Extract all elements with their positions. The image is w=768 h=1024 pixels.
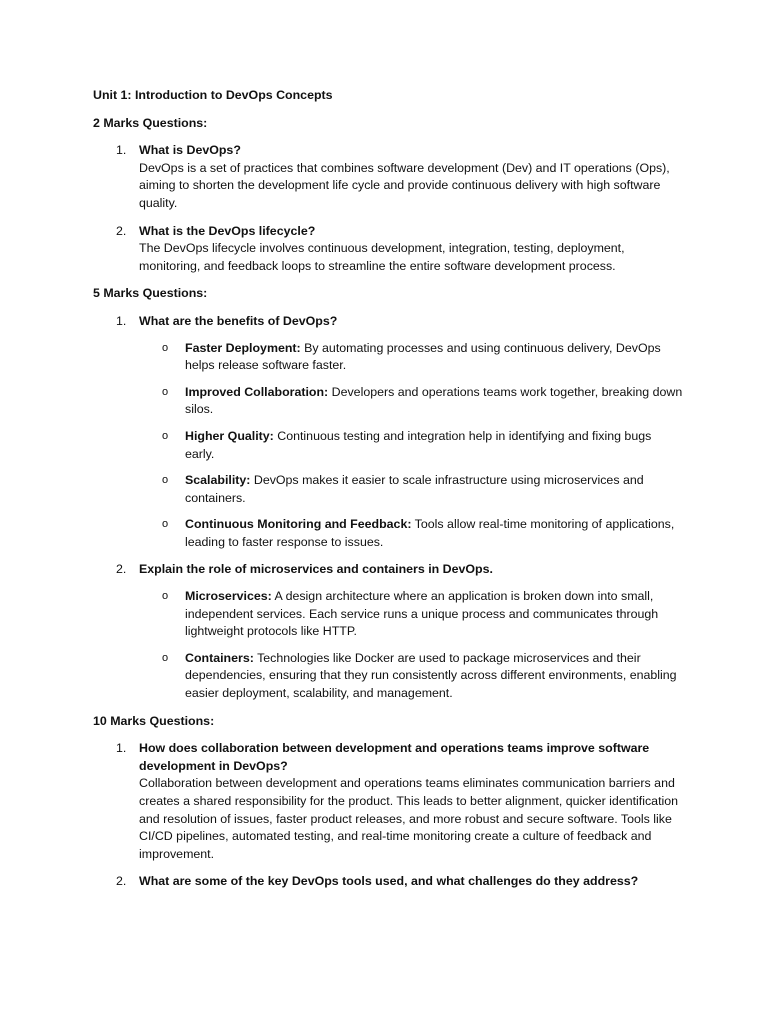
bullet-text: By automating processes and using continuous delivery, DevOps helps release software faster. [185,340,661,373]
bullet-marker: o [162,651,169,664]
bullet-item [139,340,683,375]
answer-text: The DevOps lifecycle involves continuous development, integration, testing, deployment, monitoring, and feedback loops to streamline the entire software development process. [139,241,625,273]
question-text: What are the benefits of DevOps? [139,313,338,328]
bullet-list [139,588,683,703]
bullet-term: Higher Quality: [185,428,274,443]
unit-title: Unit 1: Introduction to DevOps Concepts [93,88,333,102]
question-text: What are some of the key DevOps tools used, and what challenges do they address? [139,874,639,889]
bullet-item [139,472,683,507]
bullet-term: Improved Collaboration: [185,384,329,399]
bullet-list [139,340,683,552]
bullet-text: Technologies like Docker are used to package microservices and their dependencies, ensuring that they run consistently across different environments, enabling easier deployment, scalability, and management. [185,650,677,701]
question-number: 1. [116,741,127,756]
question-number: 2. [116,223,127,238]
bullet-term: Containers: [185,650,254,665]
question-item [93,873,683,891]
section-heading-2-marks: 2 Marks Questions: [93,115,208,130]
question-item [93,740,683,863]
question-item [93,223,683,276]
bullet-text: A design architecture where an application is broken down into small, independent services. Each service runs a unique process and communicates through lightweight protocols like HTTP. [185,589,659,639]
bullet-item [139,384,683,419]
bullet-term: Continuous Monitoring and Feedback: [185,517,412,532]
question-text: How does collaboration between development and operations teams improve software development in DevOps? [139,741,650,773]
question-text: What is DevOps? [139,143,241,158]
bullet-text: DevOps makes it easier to scale infrastructure using microservices and containers. [185,473,644,505]
answer-text: DevOps is a set of practices that combines software development (Dev) and IT operations (Ops), aiming to shorten the development life cycle and provide continuous delivery with high software quality. [139,160,670,210]
question-number: 2. [116,874,127,889]
bullet-term: Scalability: [185,473,251,488]
bullet-marker: o [162,474,169,487]
section-heading-10-marks: 10 Marks Questions: [93,713,215,728]
question-item [93,313,683,552]
bullet-text: Developers and operations teams work together, breaking down silos. [185,384,683,417]
bullet-text: Tools allow real-time monitoring of applications, leading to faster response to issues. [185,517,675,549]
question-number: 1. [116,143,127,158]
bullet-marker: o [162,518,169,531]
bullet-text: Continuous testing and integration help in identifying and fixing bugs early. [185,428,652,461]
bullet-marker: o [162,341,169,354]
bullet-marker: o [162,385,169,398]
question-item [93,142,683,212]
bullet-item [139,588,683,641]
bullet-marker: o [162,429,169,442]
bullet-term: Microservices: [185,589,272,604]
answer-text: Collaboration between development and operations teams eliminates communication barriers and creates a shared responsibility for the product. This leads to better alignment, quicker identification and resolution of issues, faster product releases, and more robust and secure software. Tools like CI/CD pipelines, automated testing, and real-time monitoring create a culture of feedback and improvement. [139,776,679,861]
bullet-marker: o [162,590,169,603]
question-text: What is the DevOps lifecycle? [139,223,316,238]
question-text: Explain the role of microservices and containers in DevOps. [139,562,493,577]
document-content [93,87,683,901]
bullet-item [139,650,683,703]
bullet-item [139,516,683,551]
question-item [93,561,683,702]
question-number: 1. [116,313,127,328]
bullet-term: Faster Deployment: [185,340,301,355]
bullet-item [139,428,683,463]
question-number: 2. [116,562,127,577]
section-heading-5-marks: 5 Marks Questions: [93,286,208,301]
